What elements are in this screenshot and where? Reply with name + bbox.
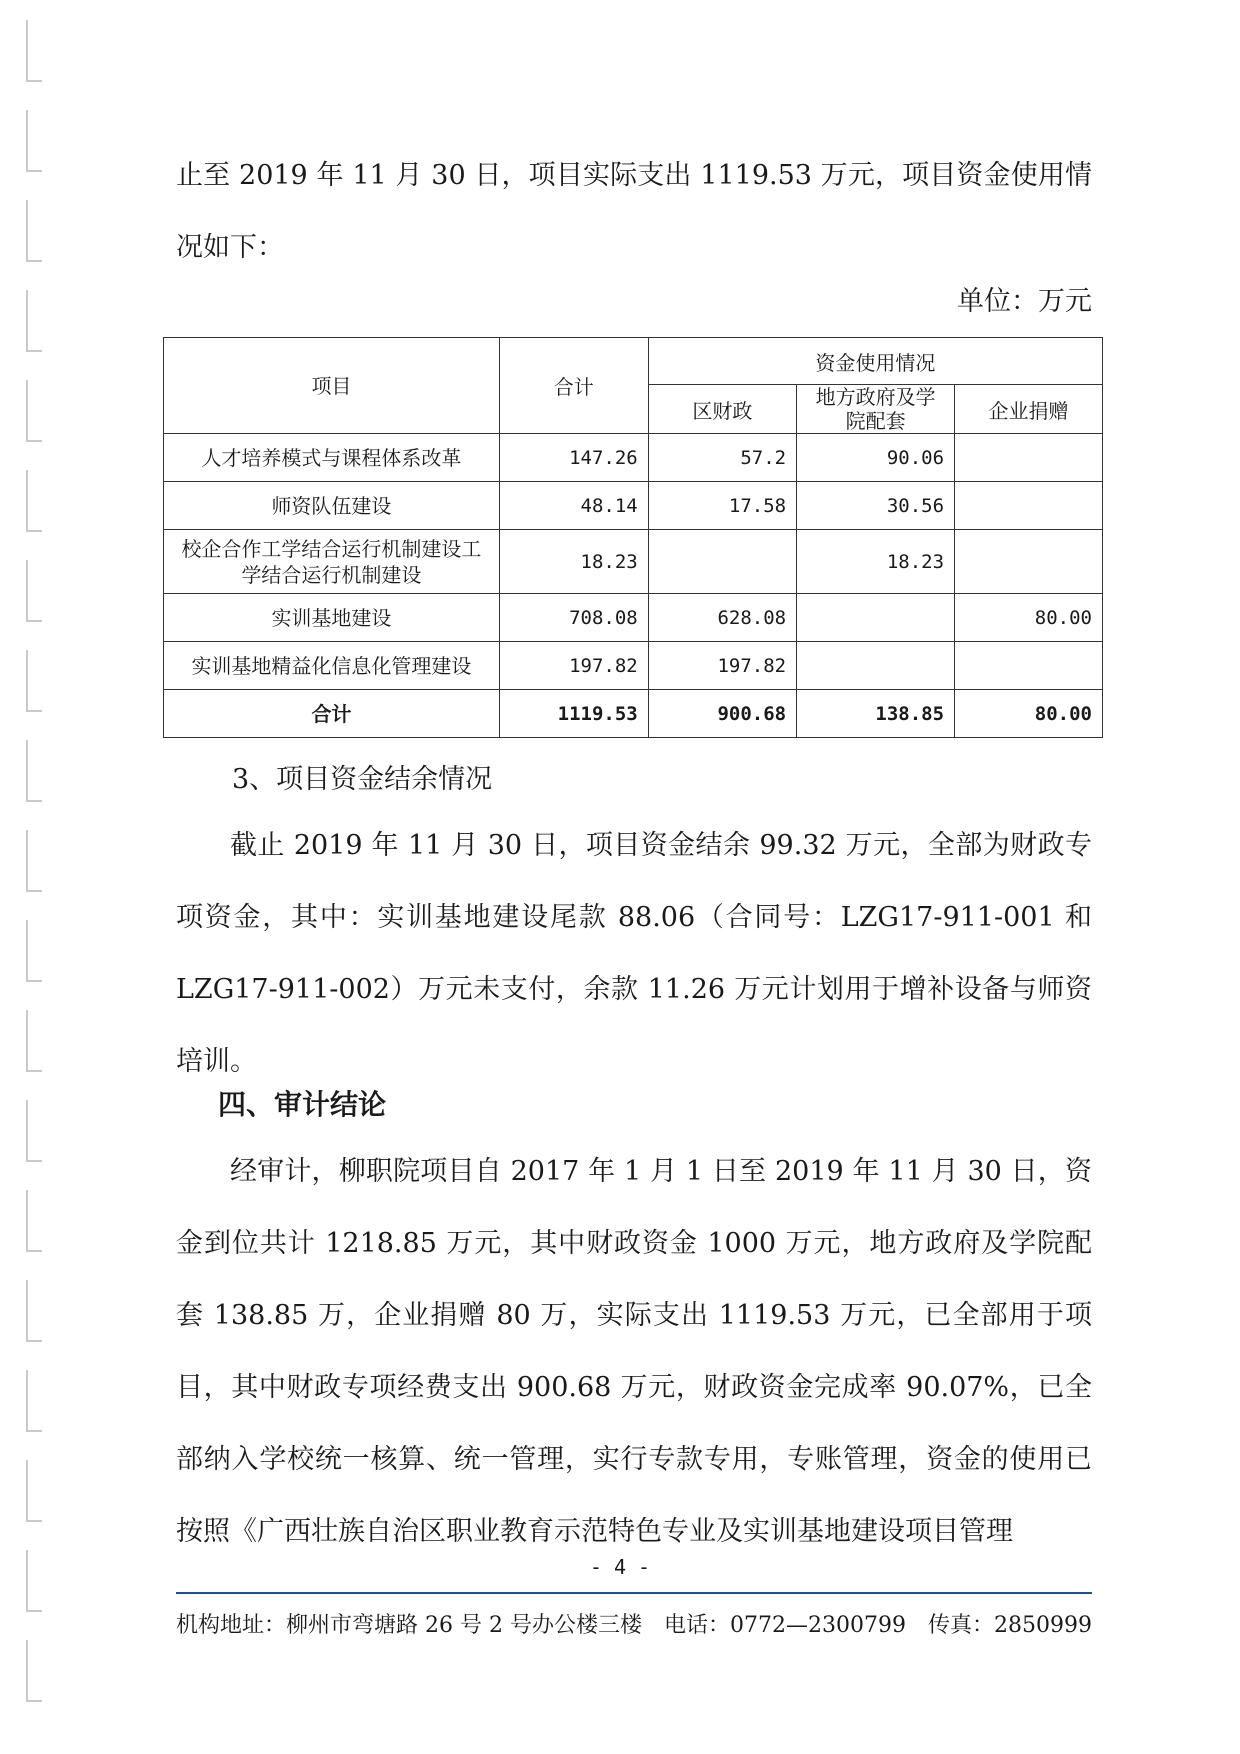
row-enterprise	[955, 434, 1103, 482]
table-row	[164, 482, 1103, 530]
row-local	[797, 594, 955, 642]
row-enterprise: 80.00	[955, 594, 1103, 642]
total-enterprise: 80.00	[955, 690, 1103, 738]
table-row	[164, 434, 1103, 482]
header-total: 合计	[499, 338, 648, 434]
row-district: 628.08	[648, 594, 796, 642]
row-enterprise	[955, 530, 1103, 594]
row-local: 30.56	[797, 482, 955, 530]
total-district: 900.68	[648, 690, 796, 738]
total-label: 合计	[164, 690, 500, 738]
binding-edge-marks	[26, 0, 46, 1754]
table-total-row	[164, 690, 1103, 738]
section-heading-audit-conclusion: 四、审计结论	[218, 1088, 387, 1121]
unit-label: 单位：万元	[957, 286, 1092, 317]
header-fund-usage: 资金使用情况	[648, 338, 1102, 385]
total-local: 138.85	[797, 690, 955, 738]
header-local-gov: 地方政府及学院配套	[797, 385, 955, 434]
row-item: 实训基地精益化信息化管理建设	[164, 642, 500, 690]
row-enterprise	[955, 482, 1103, 530]
header-item: 项目	[164, 338, 500, 434]
conclusion-paragraph: 经审计，柳职院项目自 2017 年 1 月 1 日至 2019 年 11 月 30 日，资金到位共计 1218.85 万元，其中财政资金 1000 万元，地方政府及学院配套 138.85 万，企业捐赠 80 万，实际支出 1119.53 万元，已全部用于项目，其中财政专项经费支出 900.68 万元，财政资金完成率 90.07%，已全部纳入学校统一核算、统一管理，实行专款专用，专账管理，资金的使用已按照《广西壮族自治区职业教育示范特色专业及实训基地建设项目管理	[176, 1156, 1092, 1547]
table-row	[164, 530, 1103, 594]
row-local: 90.06	[797, 434, 955, 482]
footer-phone: 电话：0772—2300799	[664, 1613, 906, 1638]
row-item: 实训基地建设	[164, 594, 500, 642]
subheading-fund-balance: 3、项目资金结余情况	[232, 764, 493, 795]
row-total: 708.08	[499, 594, 648, 642]
row-item: 校企合作工学结合运行机制建设工学结合运行机制建设	[164, 530, 500, 594]
header-enterprise-donation: 企业捐赠	[955, 385, 1103, 434]
row-local	[797, 642, 955, 690]
intro-paragraph: 止至 2019 年 11 月 30 日，项目实际支出 1119.53 万元，项目资金使用情况如下：	[176, 160, 1092, 263]
row-total: 48.14	[499, 482, 648, 530]
row-district	[648, 530, 796, 594]
row-total: 147.26	[499, 434, 648, 482]
table-row	[164, 594, 1103, 642]
row-local: 18.23	[797, 530, 955, 594]
footer-divider	[176, 1592, 1092, 1594]
row-item: 人才培养模式与课程体系改革	[164, 434, 500, 482]
total-total: 1119.53	[499, 690, 648, 738]
table-row	[164, 642, 1103, 690]
balance-paragraph: 截止 2019 年 11 月 30 日，项目资金结余 99.32 万元，全部为财政专项资金，其中：实训基地建设尾款 88.06（合同号：LZG17-911-001 和 LZG17-911-002）万元未支付，余款 11.26 万元计划用于增补设备与师资培训。	[176, 830, 1092, 1077]
footer-fax: 传真：2850999	[928, 1613, 1092, 1638]
row-district: 197.82	[648, 642, 796, 690]
row-item: 师资队伍建设	[164, 482, 500, 530]
row-district: 17.58	[648, 482, 796, 530]
row-district: 57.2	[648, 434, 796, 482]
row-total: 197.82	[499, 642, 648, 690]
fund-usage-table	[163, 337, 1103, 738]
row-total: 18.23	[499, 530, 648, 594]
row-enterprise	[955, 642, 1103, 690]
header-district-finance: 区财政	[648, 385, 796, 434]
page-number: - 4 -	[589, 1555, 651, 1579]
footer-address: 机构地址：柳州市弯塘路 26 号 2 号办公楼三楼	[176, 1613, 642, 1638]
footer	[176, 1608, 1092, 1639]
